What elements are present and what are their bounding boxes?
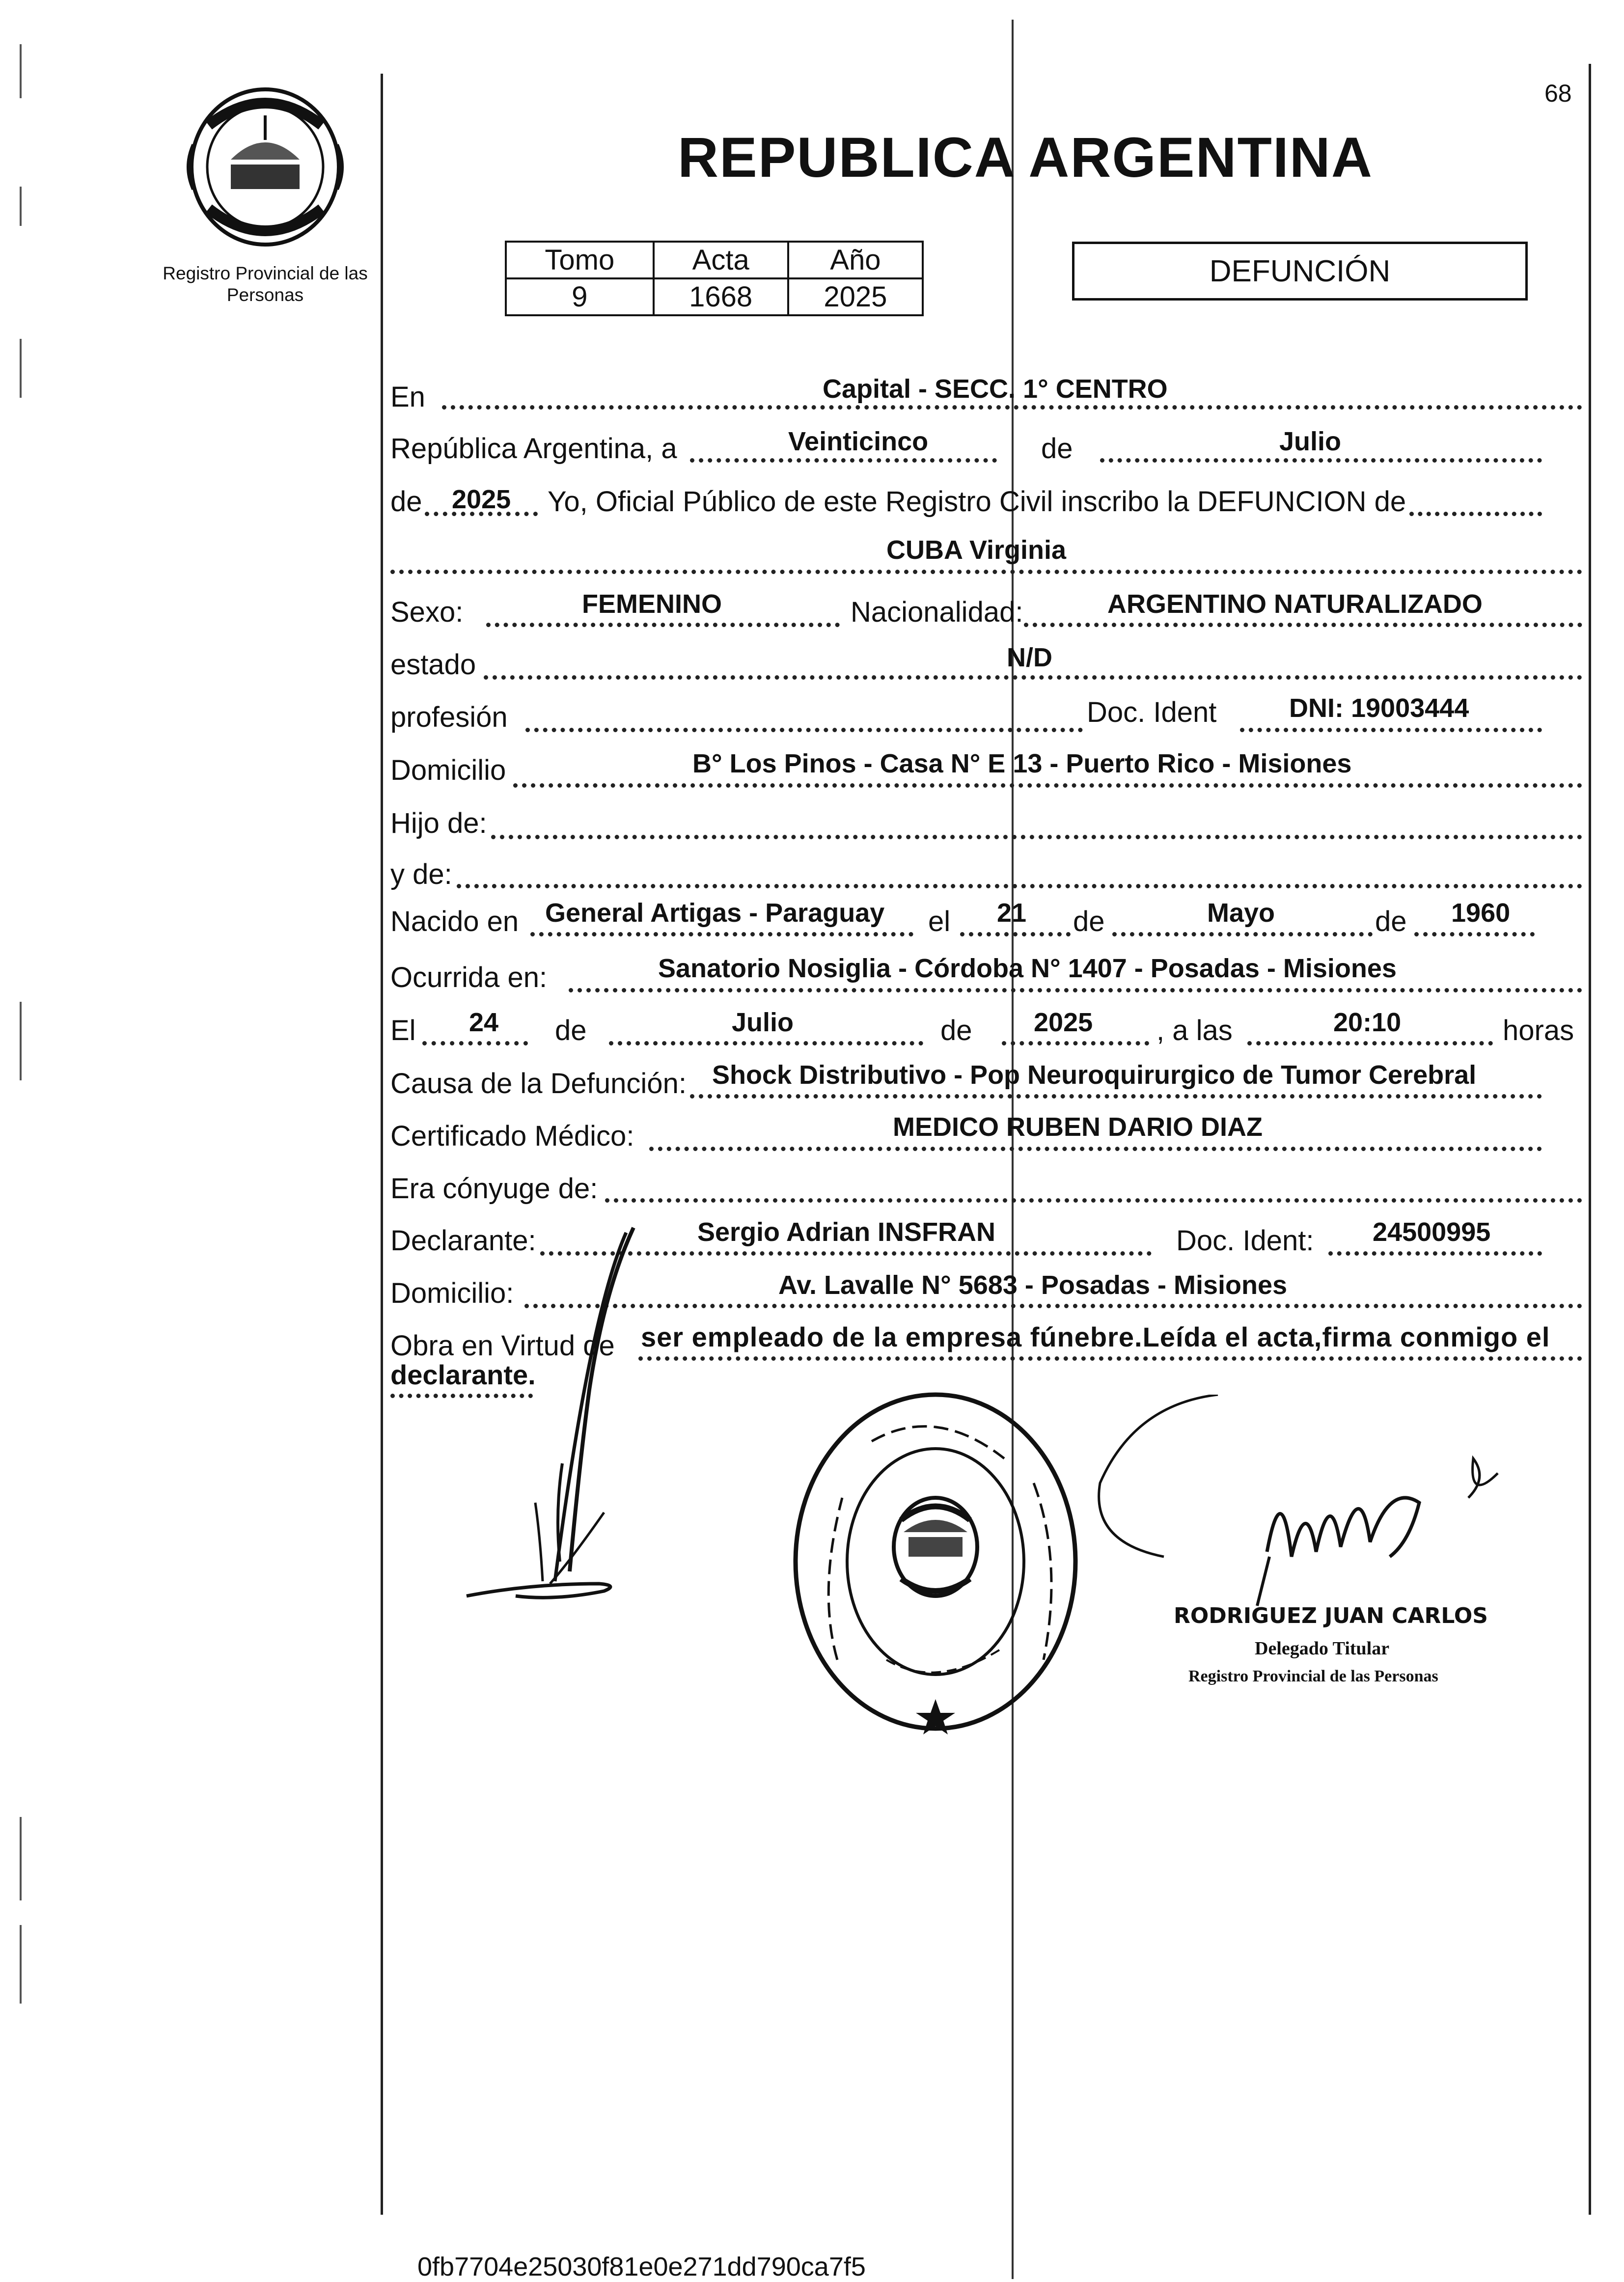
- death-day-dots: [422, 1041, 528, 1045]
- obra-value-line1: ser empleado de la empresa fúnebre.Leída el acta,firma conmigo el: [641, 1321, 1550, 1352]
- horas-label: horas: [1503, 1015, 1574, 1046]
- doc2-label: Doc. Ident:: [1176, 1225, 1314, 1257]
- death-month: Julio: [732, 1008, 794, 1037]
- official-stamp-icon: [788, 1385, 1083, 1738]
- estado-dots: [484, 675, 1582, 680]
- scan-mark: [20, 339, 22, 398]
- tomo-value: 9: [506, 278, 654, 315]
- doc2-dots: [1328, 1251, 1542, 1256]
- domicilio2-dots: [524, 1304, 1582, 1308]
- obra-dots: [638, 1356, 1582, 1361]
- registry-name: Registro Provincial de las Personas: [163, 263, 368, 305]
- birth-month-dots: [1112, 932, 1373, 936]
- y-de-dots: [457, 884, 1582, 888]
- record-type-box: [1072, 242, 1528, 301]
- right-border-line: [1589, 64, 1591, 2215]
- stamp-outer-text: DELEGACION DEL REGISTRO DE LAS PERSONAS: [786, 1542, 789, 1544]
- obra-label: Obra en Virtud de: [390, 1330, 615, 1362]
- profesion-dots: [525, 728, 1083, 732]
- place-value: Capital - SECC. 1° CENTRO: [823, 374, 1168, 404]
- de3-label: de: [1073, 906, 1105, 937]
- y-de-label: y de:: [390, 858, 452, 890]
- table-header-tomo: Tomo: [506, 242, 654, 278]
- death-month-dots: [609, 1041, 923, 1045]
- death-day: 24: [469, 1008, 499, 1037]
- de-label: de: [1041, 433, 1073, 465]
- certificado-dots: [649, 1147, 1542, 1151]
- causa-label: Causa de la Defunción:: [390, 1068, 687, 1100]
- certificado-label: Certificado Médico:: [390, 1120, 634, 1152]
- estado-value: N/D: [1007, 643, 1052, 672]
- year-value: 2025: [452, 485, 511, 514]
- scan-mark: [20, 1925, 22, 2004]
- ocurrida-label: Ocurrida en:: [390, 962, 548, 993]
- day-dots: [690, 458, 997, 463]
- scan-mark: [20, 44, 22, 98]
- el-label: el: [928, 906, 951, 937]
- doc-label: Doc. Ident: [1087, 696, 1217, 728]
- nacido-dots: [530, 932, 913, 936]
- inscribo-dots: [1409, 512, 1542, 516]
- seal-top-text: PROVINCIA DE: [786, 1581, 789, 1582]
- doc-value: DNI: 19003444: [1289, 693, 1469, 723]
- de2-label: de: [390, 486, 422, 518]
- signatory-title: Delegado Titular: [1255, 1638, 1390, 1659]
- month-text: Julio: [1279, 427, 1342, 456]
- sexo-value: FEMENINO: [582, 589, 722, 619]
- declarante-value: Sergio Adrian INSFRAN: [697, 1217, 996, 1247]
- birth-day: 21: [997, 898, 1027, 928]
- ocurrida-dots: [569, 988, 1582, 992]
- nacido-value: General Artigas - Paraguay: [545, 898, 885, 928]
- birth-year: 1960: [1451, 898, 1511, 928]
- de5-label: de: [555, 1015, 587, 1046]
- inscribo-text: Yo, Oficial Público de este Registro Civil inscribo la DEFUNCION de: [548, 486, 1406, 518]
- table-header-anio: Año: [788, 242, 923, 278]
- domicilio-dots: [513, 783, 1582, 788]
- nacido-label: Nacido en: [390, 906, 519, 937]
- table-header-acta: Acta: [654, 242, 788, 278]
- domicilio2-value: Av. Lavalle N° 5683 - Posadas - Misiones: [778, 1270, 1288, 1300]
- conyuge-dots: [605, 1198, 1582, 1203]
- death-year: 2025: [1034, 1008, 1093, 1037]
- signatory-office: Registro Provincial de las Personas: [1188, 1667, 1438, 1685]
- causa-value: Shock Distributivo - Pop Neuroquirurgico de Tumor Cerebral: [712, 1060, 1477, 1090]
- en-dots: [442, 405, 1582, 410]
- death-year-dots: [1002, 1041, 1149, 1045]
- name-dots: [390, 570, 1582, 574]
- province-seal-icon: [184, 86, 346, 248]
- hijo-label: Hijo de:: [390, 807, 487, 839]
- domicilio-label: Domicilio: [390, 754, 506, 786]
- page-number: 68: [1544, 80, 1572, 107]
- el2-label: El: [390, 1015, 416, 1046]
- document-hash: 0fb7704e25030f81e0e271dd790ca7f5: [417, 2252, 866, 2282]
- day-text: Veinticinco: [788, 427, 929, 456]
- hijo-dots: [491, 835, 1582, 839]
- stamp-inner-text: DEFUNCION DIGITAL: [786, 1552, 789, 1553]
- obra-value-line2: declarante.: [390, 1359, 536, 1390]
- estado-label: estado: [390, 649, 476, 681]
- doc2-value: 24500995: [1373, 1217, 1491, 1247]
- sexo-label: Sexo:: [390, 596, 464, 628]
- sexo-dots: [486, 623, 840, 627]
- stamp-seal-bottom: MISIONES: [786, 1571, 788, 1572]
- declarante-label: Declarante:: [390, 1225, 536, 1257]
- a-las-label: , a las: [1156, 1015, 1233, 1046]
- birth-year-dots: [1414, 932, 1535, 936]
- scan-mark: [20, 187, 22, 226]
- deceased-name: CUBA Virginia: [886, 535, 1067, 565]
- birth-month: Mayo: [1207, 898, 1275, 928]
- conyuge-label: Era cónyuge de:: [390, 1173, 598, 1205]
- anio-value: 2025: [788, 278, 923, 315]
- causa-dots: [690, 1094, 1542, 1099]
- seal-bottom-text: MISIONES: [786, 1591, 788, 1592]
- nacionalidad-label: Nacionalidad:: [851, 596, 1023, 628]
- acta-value: 1668: [654, 278, 788, 315]
- record-type: DEFUNCIÓN: [1209, 254, 1391, 288]
- birth-day-dots: [960, 932, 1071, 936]
- certificado-value: MEDICO RUBEN DARIO DIAZ: [893, 1112, 1263, 1142]
- record-table: [505, 241, 924, 316]
- republica-label: República Argentina, a: [390, 433, 677, 465]
- nacionalidad-dots: [1024, 623, 1582, 627]
- scan-mark: [20, 1817, 22, 1900]
- declarant-signature-icon: [457, 1218, 663, 1621]
- doc-dots: [1240, 728, 1542, 732]
- domicilio2-label: Domicilio:: [390, 1277, 514, 1309]
- scan-mark: [20, 1002, 22, 1080]
- de4-label: de: [1375, 906, 1407, 937]
- month-dots: [1100, 458, 1542, 463]
- death-time: 20:10: [1333, 1008, 1402, 1037]
- en-label: En: [390, 381, 425, 413]
- signatory-name: RODRIGUEZ JUAN CARLOS: [1174, 1603, 1488, 1628]
- de6-label: de: [940, 1015, 972, 1046]
- ocurrida-value: Sanatorio Nosiglia - Córdoba N° 1407 - Posadas - Misiones: [658, 954, 1397, 983]
- nacionalidad-value: ARGENTINO NATURALIZADO: [1107, 589, 1483, 619]
- left-border-line: [381, 74, 383, 2215]
- time-dots: [1247, 1041, 1493, 1045]
- page-title: REPUBLICA ARGENTINA: [678, 126, 1373, 189]
- domicilio-value: B° Los Pinos - Casa N° E 13 - Puerto Rico - Misiones: [692, 749, 1352, 778]
- profesion-label: profesión: [390, 701, 508, 733]
- stamp-seal-top: PROVINCIA DE: [786, 1562, 789, 1563]
